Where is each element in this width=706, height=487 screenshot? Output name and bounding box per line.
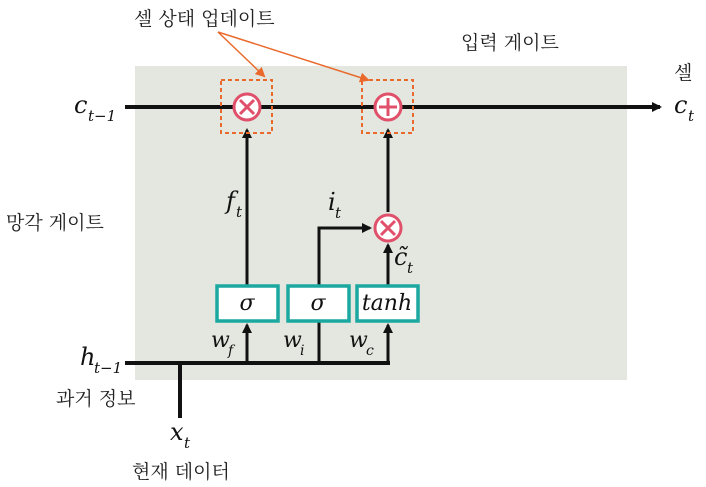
forget-sigma-label: σ <box>239 291 255 316</box>
cell-update-label: 셀 상태 업데이트 <box>134 8 275 30</box>
w-c-sub: c <box>366 343 374 359</box>
w-f-label: w <box>211 328 230 353</box>
add-icon <box>375 94 401 120</box>
w-i-sub: i <box>300 343 305 359</box>
x-t-sub: t <box>184 434 191 452</box>
forget-multiply-icon <box>234 94 260 120</box>
f-t-label: f <box>226 187 235 215</box>
tanh-label: tanh <box>361 291 413 316</box>
forget-gate-label: 망각 게이트 <box>6 212 104 234</box>
c-prev-sub: t−1 <box>88 107 117 125</box>
w-c-label: w <box>349 328 368 353</box>
i-t-sub: t <box>335 204 342 222</box>
f-t-sub: t <box>236 203 243 221</box>
input-gate-label: 입력 게이트 <box>461 32 559 54</box>
c-tilde-label: c̃ <box>394 243 408 271</box>
i-t-label: i <box>328 188 336 216</box>
c-tilde-sub: t <box>407 259 414 277</box>
h-prev-sub: t−1 <box>94 359 123 377</box>
current-data-label: 현재 데이터 <box>132 461 230 483</box>
input-multiply-icon <box>375 215 401 241</box>
w-f-sub: f <box>228 343 234 359</box>
past-info-label: 과거 정보 <box>56 388 136 410</box>
c-t-sub: t <box>688 107 695 125</box>
c-prev-label: c <box>74 91 88 119</box>
w-i-label: w <box>283 328 302 353</box>
cell-label: 셀 <box>674 62 693 84</box>
input-sigma-label: σ <box>310 291 326 316</box>
h-prev-label: h <box>80 343 96 371</box>
c-t-label: c <box>674 91 688 119</box>
x-t-label: x <box>170 418 184 446</box>
